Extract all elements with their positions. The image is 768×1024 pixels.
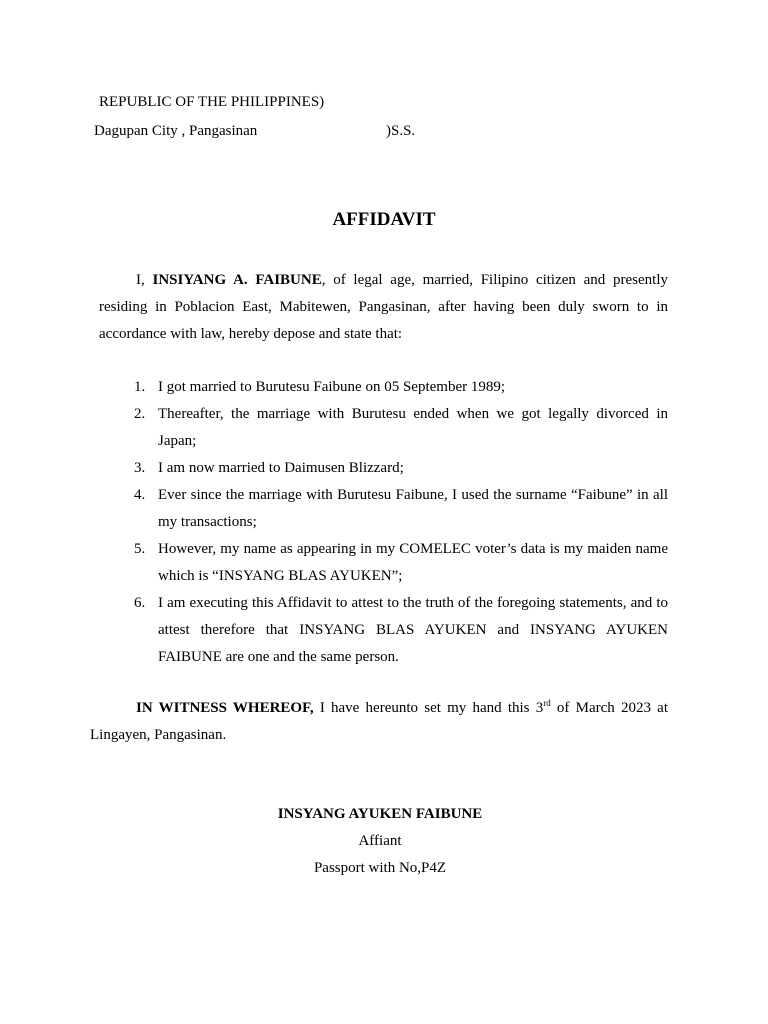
signature-id-document: Passport with No,P4Z xyxy=(313,860,447,876)
venue-city-line: Dagupan City , Pangasinan xyxy=(94,123,258,139)
signature-name: INSYANG AYUKEN FAIBUNE xyxy=(277,806,483,822)
statement-number: 1. xyxy=(134,379,146,395)
venue-republic-line: REPUBLIC OF THE PHILIPPINES) xyxy=(99,94,325,110)
statement-item xyxy=(99,590,668,671)
statement-item xyxy=(99,482,668,536)
witness-text-after: of March 2023 at Lingayen, Pangasinan. xyxy=(90,700,669,743)
statement-item xyxy=(99,374,668,401)
intro-prefix: I, xyxy=(136,272,153,288)
statement-item xyxy=(99,536,668,590)
statement-text: I am executing this Affidavit to attest to the truth of the foregoing statements, and to attest therefore that INSYANG BLAS AYUKEN and INSYANG AYUKEN FAIBUNE are one and the same person. xyxy=(158,595,668,665)
statement-number: 3. xyxy=(134,460,146,476)
date-ordinal-suffix: rd xyxy=(543,698,551,708)
witness-heading: IN WITNESS WHEREOF, xyxy=(136,700,314,716)
signature-role: Affiant xyxy=(358,833,402,849)
document-title: AFFIDAVIT xyxy=(332,209,436,230)
statement-number: 5. xyxy=(134,541,146,557)
statement-text: I am now married to Daimusen Blizzard; xyxy=(158,460,404,476)
statement-item xyxy=(99,401,668,455)
statement-item xyxy=(99,455,668,482)
statement-text: However, my name as appearing in my COMELEC voter’s data is my maiden name which is “INSYANG BLAS AYUKEN”; xyxy=(158,541,668,584)
statement-text: Thereafter, the marriage with Burutesu ended when we got legally divorced in Japan; xyxy=(158,406,668,449)
intro-paragraph xyxy=(99,267,668,348)
statements-list xyxy=(99,374,668,671)
intro-rest: , of legal age, married, Filipino citizen and presently residing in Poblacion East, Mabitewen, Pangasinan, after having been duly sworn to in accordance with law, hereby depose and state that: xyxy=(99,272,669,342)
witness-text-before: I have hereunto set my hand this 3 xyxy=(313,700,544,716)
affiant-name-inline: INSIYANG A. FAIBUNE xyxy=(152,272,322,288)
witness-paragraph xyxy=(90,695,668,749)
statement-number: 4. xyxy=(134,487,146,503)
venue-ss-marker: )S.S. xyxy=(386,123,416,139)
statement-number: 2. xyxy=(134,406,146,422)
statement-number: 6. xyxy=(134,595,146,611)
statement-text: Ever since the marriage with Burutesu Faibune, I used the surname “Faibune” in all my transactions; xyxy=(158,487,668,530)
statement-text: I got married to Burutesu Faibune on 05 September 1989; xyxy=(158,379,506,395)
